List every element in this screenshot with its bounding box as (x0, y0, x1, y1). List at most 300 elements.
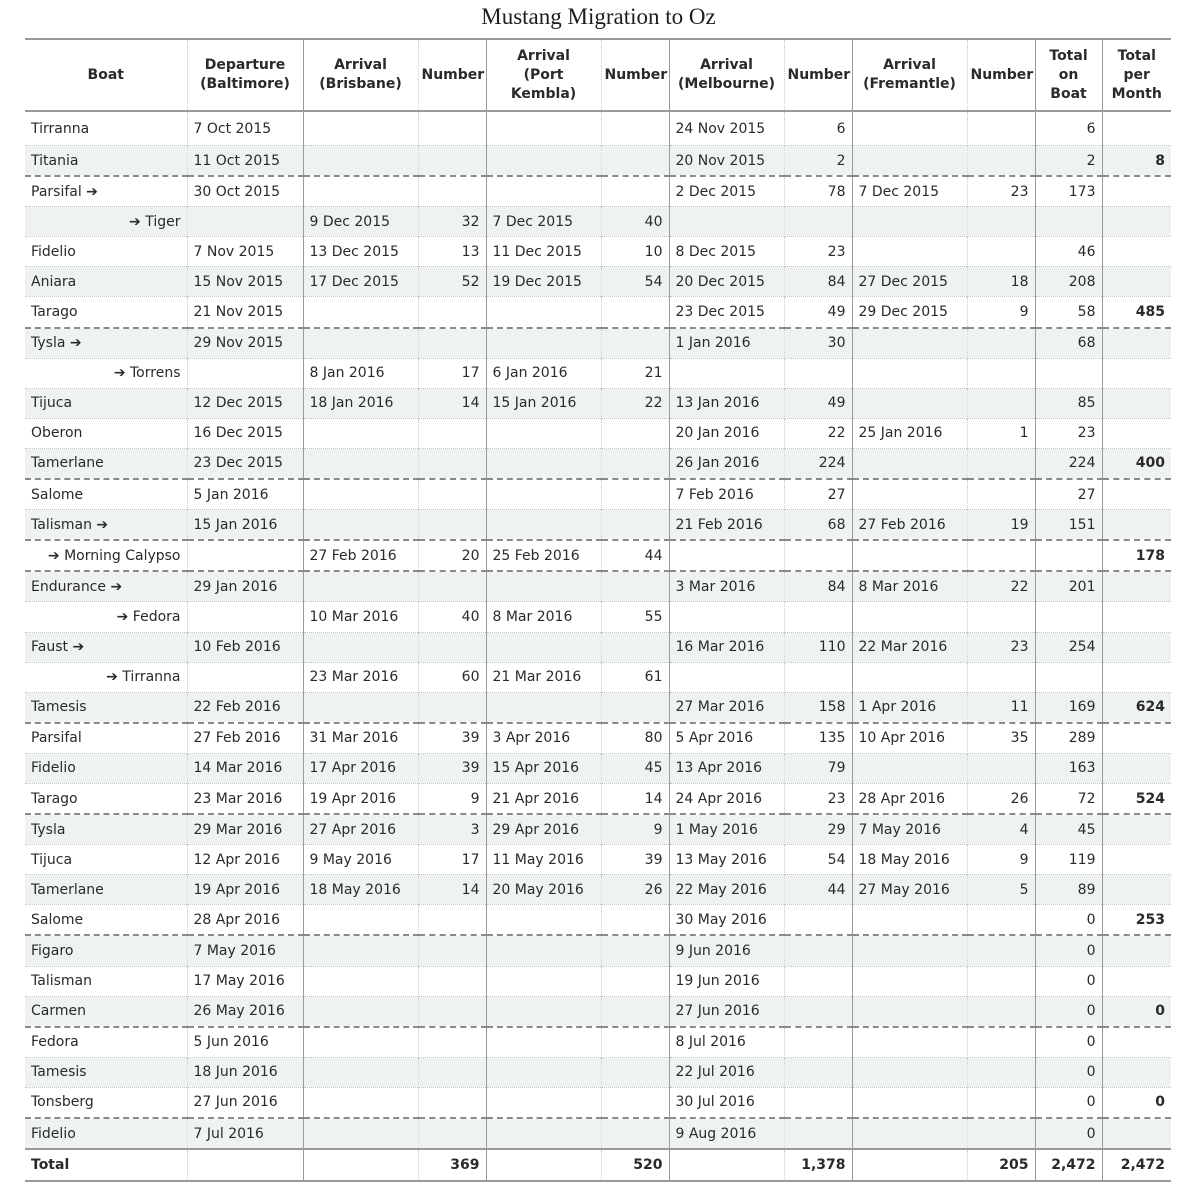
cell-number-portkembla: 44 (601, 540, 669, 571)
cell-number-portkembla: 61 (601, 662, 669, 692)
header-departure (187, 39, 303, 111)
cell-total-per-month (1102, 510, 1171, 541)
cell-number-melbourne: 22 (784, 418, 852, 448)
cell-number-melbourne: 2 (784, 146, 852, 177)
cell-total-on-boat (1035, 207, 1102, 237)
header-total-on-boat-label: Total on (1049, 47, 1088, 83)
cell-arrival-fremantle (852, 662, 967, 692)
table-row (25, 207, 1171, 237)
header-total-on-boat-sub: Boat (1050, 85, 1087, 102)
cell-number-melbourne: 54 (784, 845, 852, 875)
cell-boat: Parsifal (25, 723, 187, 754)
cell-arrival-brisbane: 23 Mar 2016 (303, 662, 418, 692)
cell-number-portkembla (601, 1118, 669, 1149)
cell-number-fremantle: 23 (967, 632, 1035, 662)
header-arrival-brisbane-label: Arrival (334, 57, 387, 73)
cell-arrival-portkembla (486, 966, 601, 996)
cell-total-per-month (1102, 632, 1171, 662)
cell-arrival-fremantle: 27 Dec 2015 (852, 267, 967, 297)
cell-number-portkembla: 10 (601, 237, 669, 267)
cell-arrival-fremantle (852, 935, 967, 966)
cell-arrival-portkembla: 29 Apr 2016 (486, 814, 601, 845)
cell-arrival-brisbane (303, 1118, 418, 1149)
cell-arrival-fremantle (852, 905, 967, 936)
cell-number-portkembla (601, 176, 669, 207)
cell-number-melbourne: 29 (784, 814, 852, 845)
cell-total-per-month: 0 (1102, 996, 1171, 1027)
table-row (25, 996, 1171, 1027)
cell-departure: 29 Jan 2016 (187, 571, 303, 602)
cell-number-melbourne: 158 (784, 692, 852, 723)
cell-number-brisbane (418, 176, 486, 207)
cell-departure: 17 May 2016 (187, 966, 303, 996)
table-row (25, 662, 1171, 692)
cell-total-on-boat (1035, 662, 1102, 692)
cell-boat: Parsifal ➔ (25, 176, 187, 207)
cell-number-portkembla (601, 448, 669, 479)
cell-boat: Carmen (25, 996, 187, 1027)
cell-number-melbourne (784, 1057, 852, 1087)
cell-number-portkembla: 14 (601, 783, 669, 814)
table-row (25, 1027, 1171, 1058)
cell-arrival-brisbane (303, 479, 418, 510)
cell-number-portkembla: 21 (601, 358, 669, 388)
cell-arrival-melbourne: 1 May 2016 (669, 814, 784, 845)
cell-boat: ➔ Tiger (25, 207, 187, 237)
cell-arrival-portkembla (486, 297, 601, 328)
cell-total-on-boat: 68 (1035, 328, 1102, 359)
cell-arrival-fremantle: 1 Apr 2016 (852, 692, 967, 723)
total-number-fremantle: 205 (967, 1149, 1035, 1181)
cell-total-on-boat: 208 (1035, 267, 1102, 297)
cell-departure: 7 Oct 2015 (187, 111, 303, 146)
cell-arrival-portkembla: 21 Mar 2016 (486, 662, 601, 692)
cell-total-on-boat: 201 (1035, 571, 1102, 602)
header-number-portkembla-label: Number (604, 66, 668, 83)
cell-arrival-portkembla: 8 Mar 2016 (486, 602, 601, 632)
cell-arrival-melbourne: 22 May 2016 (669, 875, 784, 905)
cell-arrival-fremantle (852, 111, 967, 146)
cell-arrival-fremantle (852, 540, 967, 571)
cell-arrival-fremantle (852, 753, 967, 783)
cell-total-per-month (1102, 602, 1171, 632)
cell-arrival-portkembla (486, 111, 601, 146)
cell-number-portkembla (601, 418, 669, 448)
cell-number-fremantle: 19 (967, 510, 1035, 541)
cell-departure: 12 Dec 2015 (187, 388, 303, 418)
table-row (25, 418, 1171, 448)
cell-arrival-fremantle (852, 207, 967, 237)
cell-number-portkembla (601, 1057, 669, 1087)
cell-departure: 7 Jul 2016 (187, 1118, 303, 1149)
cell-number-melbourne (784, 662, 852, 692)
cell-arrival-melbourne: 3 Mar 2016 (669, 571, 784, 602)
header-boat-label: Boat (87, 66, 124, 83)
total-number-portkembla: 520 (601, 1149, 669, 1181)
cell-arrival-portkembla (486, 632, 601, 662)
table-row (25, 753, 1171, 783)
cell-number-portkembla (601, 571, 669, 602)
total-arrival-fremantle (852, 1149, 967, 1181)
table-row (25, 935, 1171, 966)
cell-total-on-boat: 173 (1035, 176, 1102, 207)
cell-number-fremantle: 22 (967, 571, 1035, 602)
cell-arrival-portkembla: 25 Feb 2016 (486, 540, 601, 571)
cell-number-fremantle (967, 602, 1035, 632)
cell-arrival-melbourne: 23 Dec 2015 (669, 297, 784, 328)
cell-arrival-melbourne: 24 Nov 2015 (669, 111, 784, 146)
cell-number-melbourne: 224 (784, 448, 852, 479)
header-arrival-melbourne-label: Arrival (700, 57, 753, 73)
cell-number-brisbane (418, 935, 486, 966)
cell-arrival-melbourne: 30 May 2016 (669, 905, 784, 936)
cell-boat: Talisman ➔ (25, 510, 187, 541)
cell-arrival-brisbane: 27 Feb 2016 (303, 540, 418, 571)
cell-number-brisbane (418, 1057, 486, 1087)
cell-arrival-portkembla (486, 1087, 601, 1118)
page-title: Mustang Migration to Oz (481, 4, 716, 29)
cell-total-per-month (1102, 358, 1171, 388)
cell-arrival-melbourne: 19 Jun 2016 (669, 966, 784, 996)
cell-number-fremantle (967, 662, 1035, 692)
cell-total-per-month (1102, 418, 1171, 448)
cell-number-melbourne: 79 (784, 753, 852, 783)
cell-number-brisbane: 14 (418, 875, 486, 905)
cell-number-fremantle (967, 1087, 1035, 1118)
cell-departure: 7 Nov 2015 (187, 237, 303, 267)
cell-total-per-month: 8 (1102, 146, 1171, 177)
cell-boat: Faust ➔ (25, 632, 187, 662)
cell-number-fremantle (967, 966, 1035, 996)
cell-arrival-portkembla: 19 Dec 2015 (486, 267, 601, 297)
cell-arrival-portkembla: 20 May 2016 (486, 875, 601, 905)
table-row (25, 692, 1171, 723)
cell-departure: 29 Nov 2015 (187, 328, 303, 359)
cell-number-fremantle: 1 (967, 418, 1035, 448)
cell-arrival-fremantle: 27 Feb 2016 (852, 510, 967, 541)
cell-departure: 22 Feb 2016 (187, 692, 303, 723)
migration-table (25, 38, 1171, 1182)
cell-arrival-fremantle (852, 388, 967, 418)
cell-arrival-fremantle (852, 1027, 967, 1058)
cell-arrival-portkembla: 11 May 2016 (486, 845, 601, 875)
cell-arrival-fremantle (852, 146, 967, 177)
cell-arrival-brisbane (303, 328, 418, 359)
cell-number-fremantle (967, 388, 1035, 418)
cell-number-fremantle (967, 207, 1035, 237)
cell-number-brisbane (418, 146, 486, 177)
cell-boat: Tamerlane (25, 875, 187, 905)
cell-number-brisbane: 3 (418, 814, 486, 845)
table-row (25, 540, 1171, 571)
cell-number-fremantle (967, 996, 1035, 1027)
cell-number-brisbane (418, 448, 486, 479)
cell-number-portkembla (601, 111, 669, 146)
cell-number-portkembla: 55 (601, 602, 669, 632)
cell-departure (187, 602, 303, 632)
cell-arrival-portkembla (486, 692, 601, 723)
cell-total-on-boat: 0 (1035, 1027, 1102, 1058)
cell-arrival-melbourne: 13 Apr 2016 (669, 753, 784, 783)
cell-total-on-boat: 85 (1035, 388, 1102, 418)
cell-number-fremantle (967, 935, 1035, 966)
cell-total-on-boat: 163 (1035, 753, 1102, 783)
cell-departure: 28 Apr 2016 (187, 905, 303, 936)
cell-number-brisbane: 13 (418, 237, 486, 267)
cell-boat: ➔ Torrens (25, 358, 187, 388)
cell-number-brisbane (418, 418, 486, 448)
total-total-on-boat: 2,472 (1035, 1149, 1102, 1181)
cell-boat: Fidelio (25, 237, 187, 267)
cell-departure: 5 Jan 2016 (187, 479, 303, 510)
cell-boat: Tijuca (25, 845, 187, 875)
cell-arrival-fremantle: 22 Mar 2016 (852, 632, 967, 662)
cell-total-on-boat: 0 (1035, 1118, 1102, 1149)
total-number-melbourne: 1,378 (784, 1149, 852, 1181)
cell-arrival-fremantle: 10 Apr 2016 (852, 723, 967, 754)
cell-total-per-month (1102, 753, 1171, 783)
cell-arrival-portkembla: 7 Dec 2015 (486, 207, 601, 237)
cell-number-brisbane: 17 (418, 845, 486, 875)
cell-number-brisbane: 60 (418, 662, 486, 692)
cell-arrival-brisbane: 18 Jan 2016 (303, 388, 418, 418)
cell-number-melbourne (784, 1087, 852, 1118)
cell-arrival-melbourne: 21 Feb 2016 (669, 510, 784, 541)
cell-boat: Tamerlane (25, 448, 187, 479)
cell-number-portkembla (601, 146, 669, 177)
cell-arrival-melbourne: 24 Apr 2016 (669, 783, 784, 814)
cell-arrival-brisbane: 8 Jan 2016 (303, 358, 418, 388)
cell-number-fremantle (967, 237, 1035, 267)
table-row (25, 267, 1171, 297)
cell-arrival-brisbane (303, 692, 418, 723)
cell-arrival-brisbane (303, 1057, 418, 1087)
cell-total-per-month: 624 (1102, 692, 1171, 723)
cell-arrival-melbourne: 7 Feb 2016 (669, 479, 784, 510)
header-arrival-fremantle-sub: (Fremantle) (863, 76, 956, 92)
cell-arrival-melbourne: 22 Jul 2016 (669, 1057, 784, 1087)
cell-number-melbourne: 49 (784, 297, 852, 328)
cell-number-melbourne (784, 996, 852, 1027)
cell-number-melbourne: 84 (784, 571, 852, 602)
cell-boat: Tamesis (25, 1057, 187, 1087)
cell-boat: ➔ Fedora (25, 602, 187, 632)
cell-arrival-fremantle: 7 Dec 2015 (852, 176, 967, 207)
cell-number-portkembla: 9 (601, 814, 669, 845)
cell-arrival-brisbane: 18 May 2016 (303, 875, 418, 905)
cell-number-melbourne (784, 1118, 852, 1149)
cell-arrival-brisbane: 17 Apr 2016 (303, 753, 418, 783)
cell-arrival-portkembla: 11 Dec 2015 (486, 237, 601, 267)
cell-number-brisbane: 17 (418, 358, 486, 388)
cell-number-brisbane (418, 966, 486, 996)
cell-arrival-portkembla (486, 510, 601, 541)
table-row (25, 237, 1171, 267)
cell-arrival-melbourne (669, 540, 784, 571)
cell-arrival-brisbane: 13 Dec 2015 (303, 237, 418, 267)
cell-arrival-fremantle (852, 1087, 967, 1118)
table-row (25, 297, 1171, 328)
header-number-brisbane-label: Number (421, 66, 485, 83)
cell-total-per-month: 0 (1102, 1087, 1171, 1118)
cell-number-brisbane: 40 (418, 602, 486, 632)
cell-number-melbourne: 68 (784, 510, 852, 541)
cell-total-on-boat: 0 (1035, 935, 1102, 966)
header-arrival-melbourne-sub: (Melbourne) (678, 76, 775, 92)
cell-arrival-portkembla (486, 146, 601, 177)
cell-arrival-brisbane (303, 510, 418, 541)
cell-total-per-month: 524 (1102, 783, 1171, 814)
cell-arrival-brisbane (303, 111, 418, 146)
cell-arrival-melbourne: 16 Mar 2016 (669, 632, 784, 662)
table-row (25, 602, 1171, 632)
table-row (25, 510, 1171, 541)
cell-total-per-month (1102, 237, 1171, 267)
cell-arrival-fremantle: 29 Dec 2015 (852, 297, 967, 328)
cell-number-melbourne (784, 540, 852, 571)
cell-arrival-melbourne: 9 Jun 2016 (669, 935, 784, 966)
cell-total-on-boat: 0 (1035, 996, 1102, 1027)
cell-boat: Tijuca (25, 388, 187, 418)
cell-number-melbourne: 49 (784, 388, 852, 418)
cell-departure: 7 May 2016 (187, 935, 303, 966)
table-row (25, 571, 1171, 602)
header-boat (25, 39, 187, 111)
cell-number-brisbane (418, 1118, 486, 1149)
cell-number-melbourne: 110 (784, 632, 852, 662)
cell-arrival-melbourne: 20 Dec 2015 (669, 267, 784, 297)
cell-number-melbourne (784, 905, 852, 936)
cell-arrival-brisbane (303, 297, 418, 328)
cell-number-fremantle: 35 (967, 723, 1035, 754)
cell-arrival-portkembla: 15 Apr 2016 (486, 753, 601, 783)
header-arrival-brisbane (303, 39, 418, 111)
cell-departure: 15 Jan 2016 (187, 510, 303, 541)
table-row (25, 1087, 1171, 1118)
cell-boat: Talisman (25, 966, 187, 996)
cell-total-on-boat: 27 (1035, 479, 1102, 510)
cell-departure: 27 Feb 2016 (187, 723, 303, 754)
cell-departure: 27 Jun 2016 (187, 1087, 303, 1118)
cell-total-on-boat: 0 (1035, 905, 1102, 936)
cell-arrival-brisbane: 17 Dec 2015 (303, 267, 418, 297)
header-arrival-portkembla-sub: (Port Kembla) (510, 66, 577, 102)
cell-boat: Tarago (25, 297, 187, 328)
cell-arrival-brisbane (303, 632, 418, 662)
cell-arrival-melbourne: 9 Aug 2016 (669, 1118, 784, 1149)
cell-number-fremantle: 9 (967, 845, 1035, 875)
cell-total-per-month (1102, 207, 1171, 237)
cell-number-fremantle (967, 540, 1035, 571)
cell-arrival-portkembla (486, 996, 601, 1027)
cell-total-on-boat (1035, 540, 1102, 571)
cell-number-brisbane: 52 (418, 267, 486, 297)
total-arrival-portkembla (486, 1149, 601, 1181)
cell-boat: Figaro (25, 935, 187, 966)
cell-number-brisbane (418, 905, 486, 936)
cell-departure (187, 540, 303, 571)
cell-total-on-boat: 119 (1035, 845, 1102, 875)
cell-arrival-portkembla (486, 1027, 601, 1058)
cell-number-portkembla (601, 479, 669, 510)
header-total-per-month-label: Total (1117, 47, 1156, 64)
table-row (25, 845, 1171, 875)
cell-arrival-brisbane (303, 935, 418, 966)
total-departure (187, 1149, 303, 1181)
cell-number-fremantle (967, 905, 1035, 936)
cell-arrival-brisbane: 31 Mar 2016 (303, 723, 418, 754)
cell-departure: 14 Mar 2016 (187, 753, 303, 783)
cell-number-melbourne (784, 1027, 852, 1058)
cell-number-fremantle (967, 146, 1035, 177)
cell-arrival-brisbane (303, 448, 418, 479)
cell-total-on-boat: 224 (1035, 448, 1102, 479)
cell-arrival-fremantle: 8 Mar 2016 (852, 571, 967, 602)
header-total-on-boat (1035, 39, 1102, 111)
cell-arrival-brisbane (303, 418, 418, 448)
cell-boat: ➔ Tirranna (25, 662, 187, 692)
cell-boat: Fidelio (25, 1118, 187, 1149)
header-arrival-portkembla-label: Arrival (517, 47, 570, 64)
cell-number-fremantle: 26 (967, 783, 1035, 814)
cell-number-brisbane (418, 692, 486, 723)
cell-number-portkembla: 40 (601, 207, 669, 237)
cell-total-per-month (1102, 662, 1171, 692)
cell-number-portkembla (601, 510, 669, 541)
cell-arrival-brisbane: 9 Dec 2015 (303, 207, 418, 237)
cell-arrival-fremantle (852, 996, 967, 1027)
header-arrival-brisbane-sub: (Brisbane) (319, 76, 402, 92)
cell-arrival-melbourne: 20 Jan 2016 (669, 418, 784, 448)
cell-boat: Tamesis (25, 692, 187, 723)
table-row (25, 176, 1171, 207)
cell-number-fremantle (967, 111, 1035, 146)
cell-number-fremantle (967, 358, 1035, 388)
cell-arrival-brisbane (303, 146, 418, 177)
cell-boat: Salome (25, 479, 187, 510)
cell-departure: 5 Jun 2016 (187, 1027, 303, 1058)
table-row (25, 723, 1171, 754)
cell-number-melbourne: 78 (784, 176, 852, 207)
cell-arrival-fremantle (852, 602, 967, 632)
cell-departure: 18 Jun 2016 (187, 1057, 303, 1087)
cell-arrival-fremantle: 7 May 2016 (852, 814, 967, 845)
header-number-melbourne-label: Number (787, 66, 851, 83)
cell-number-portkembla: 45 (601, 753, 669, 783)
cell-arrival-portkembla (486, 328, 601, 359)
cell-arrival-melbourne (669, 662, 784, 692)
cell-total-per-month (1102, 1027, 1171, 1058)
cell-total-on-boat: 254 (1035, 632, 1102, 662)
cell-number-melbourne: 84 (784, 267, 852, 297)
cell-number-melbourne: 27 (784, 479, 852, 510)
cell-number-fremantle (967, 753, 1035, 783)
cell-number-fremantle (967, 448, 1035, 479)
header-number-fremantle (967, 39, 1035, 111)
cell-arrival-melbourne: 8 Jul 2016 (669, 1027, 784, 1058)
cell-total-per-month (1102, 111, 1171, 146)
cell-number-brisbane: 20 (418, 540, 486, 571)
cell-departure: 10 Feb 2016 (187, 632, 303, 662)
cell-number-portkembla (601, 1027, 669, 1058)
cell-number-portkembla (601, 966, 669, 996)
cell-arrival-fremantle (852, 1057, 967, 1087)
cell-number-brisbane: 14 (418, 388, 486, 418)
table-row (25, 1118, 1171, 1149)
cell-departure: 16 Dec 2015 (187, 418, 303, 448)
cell-arrival-brisbane: 9 May 2016 (303, 845, 418, 875)
cell-departure (187, 207, 303, 237)
